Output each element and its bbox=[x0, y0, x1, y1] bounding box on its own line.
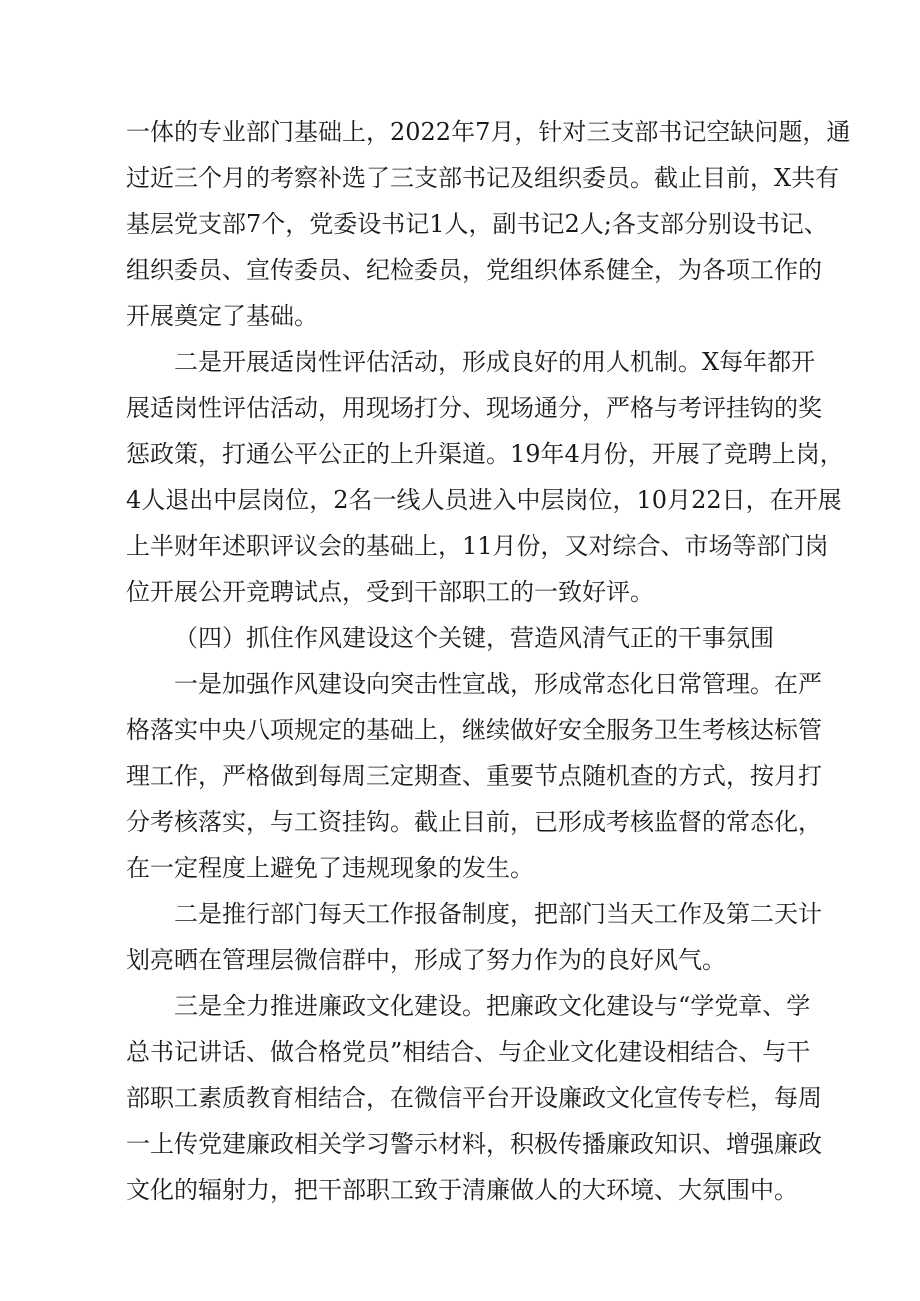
paragraph-line: 格落实中央八项规定的基础上，继续做好安全服务卫生考核达标管 bbox=[126, 716, 822, 744]
paragraph-line: 基层党支部7个，党委设书记1人，副书记2人;各支部分别设书记、 bbox=[126, 210, 828, 238]
paragraph-line: 一是加强作风建设向突击性宣战，形成常态化日常管理。在严 bbox=[174, 670, 822, 698]
paragraph-line: 位开展公开竞聘试点，受到干部职工的一致好评。 bbox=[126, 578, 654, 606]
paragraph-line: 部职工素质教育相结合，在微信平台开设廉政文化宣传专栏，每周 bbox=[126, 1084, 822, 1112]
paragraph-line: 开展奠定了基础。 bbox=[126, 302, 318, 330]
paragraph-line: 理工作，严格做到每周三定期查、重要节点随机查的方式，按月打 bbox=[126, 762, 822, 790]
paragraph-line: 过近三个月的考察补选了三支部书记及组织委员。截止目前，X共有 bbox=[126, 164, 840, 192]
paragraph-line: 4人退出中层岗位，2名一线人员进入中层岗位，10月22日，在开展 bbox=[126, 486, 842, 514]
paragraph-line: 三是全力推进廉政文化建设。把廉政文化建设与“学党章、学 bbox=[174, 992, 811, 1020]
paragraph-line: 划亮晒在管理层微信群中，形成了努力作为的良好风气。 bbox=[126, 946, 726, 974]
section-heading: （四）抓住作风建设这个关键，营造风清气正的干事氛围 bbox=[174, 624, 774, 652]
paragraph-line: 惩政策，打通公平公正的上升渠道。19年4月份，开展了竞聘上岗， bbox=[126, 440, 844, 468]
paragraph-line: 上半财年述职评议会的基础上，11月份，又对综合、市场等部门岗 bbox=[126, 532, 829, 560]
paragraph-line: 分考核落实，与工资挂钩。截止目前，已形成考核监督的常态化， bbox=[126, 808, 822, 836]
paragraph-line: 在一定程度上避免了违规现象的发生。 bbox=[126, 854, 534, 882]
paragraph-line: 总书记讲话、做合格党员”相结合、与企业文化建设相结合、与干 bbox=[126, 1038, 811, 1066]
paragraph-line: 文化的辐射力，把干部职工致于清廉做人的大环境、大氛围中。 bbox=[126, 1176, 798, 1204]
paragraph-line: 一体的专业部门基础上，2022年7月，针对三支部书记空缺问题，通 bbox=[126, 118, 851, 146]
paragraph-line: 二是开展适岗性评估活动，形成良好的用人机制。X每年都开 bbox=[174, 348, 816, 376]
paragraph-line: 一上传党建廉政相关学习警示材料，积极传播廉政知识、增强廉政 bbox=[126, 1130, 822, 1158]
paragraph-line: 组织委员、宣传委员、纪检委员，党组织体系健全，为各项工作的 bbox=[126, 256, 822, 284]
paragraph-line: 展适岗性评估活动，用现场打分、现场通分，严格与考评挂钩的奖 bbox=[126, 394, 822, 422]
paragraph-line: 二是推行部门每天工作报备制度，把部门当天工作及第二天计 bbox=[174, 900, 822, 928]
